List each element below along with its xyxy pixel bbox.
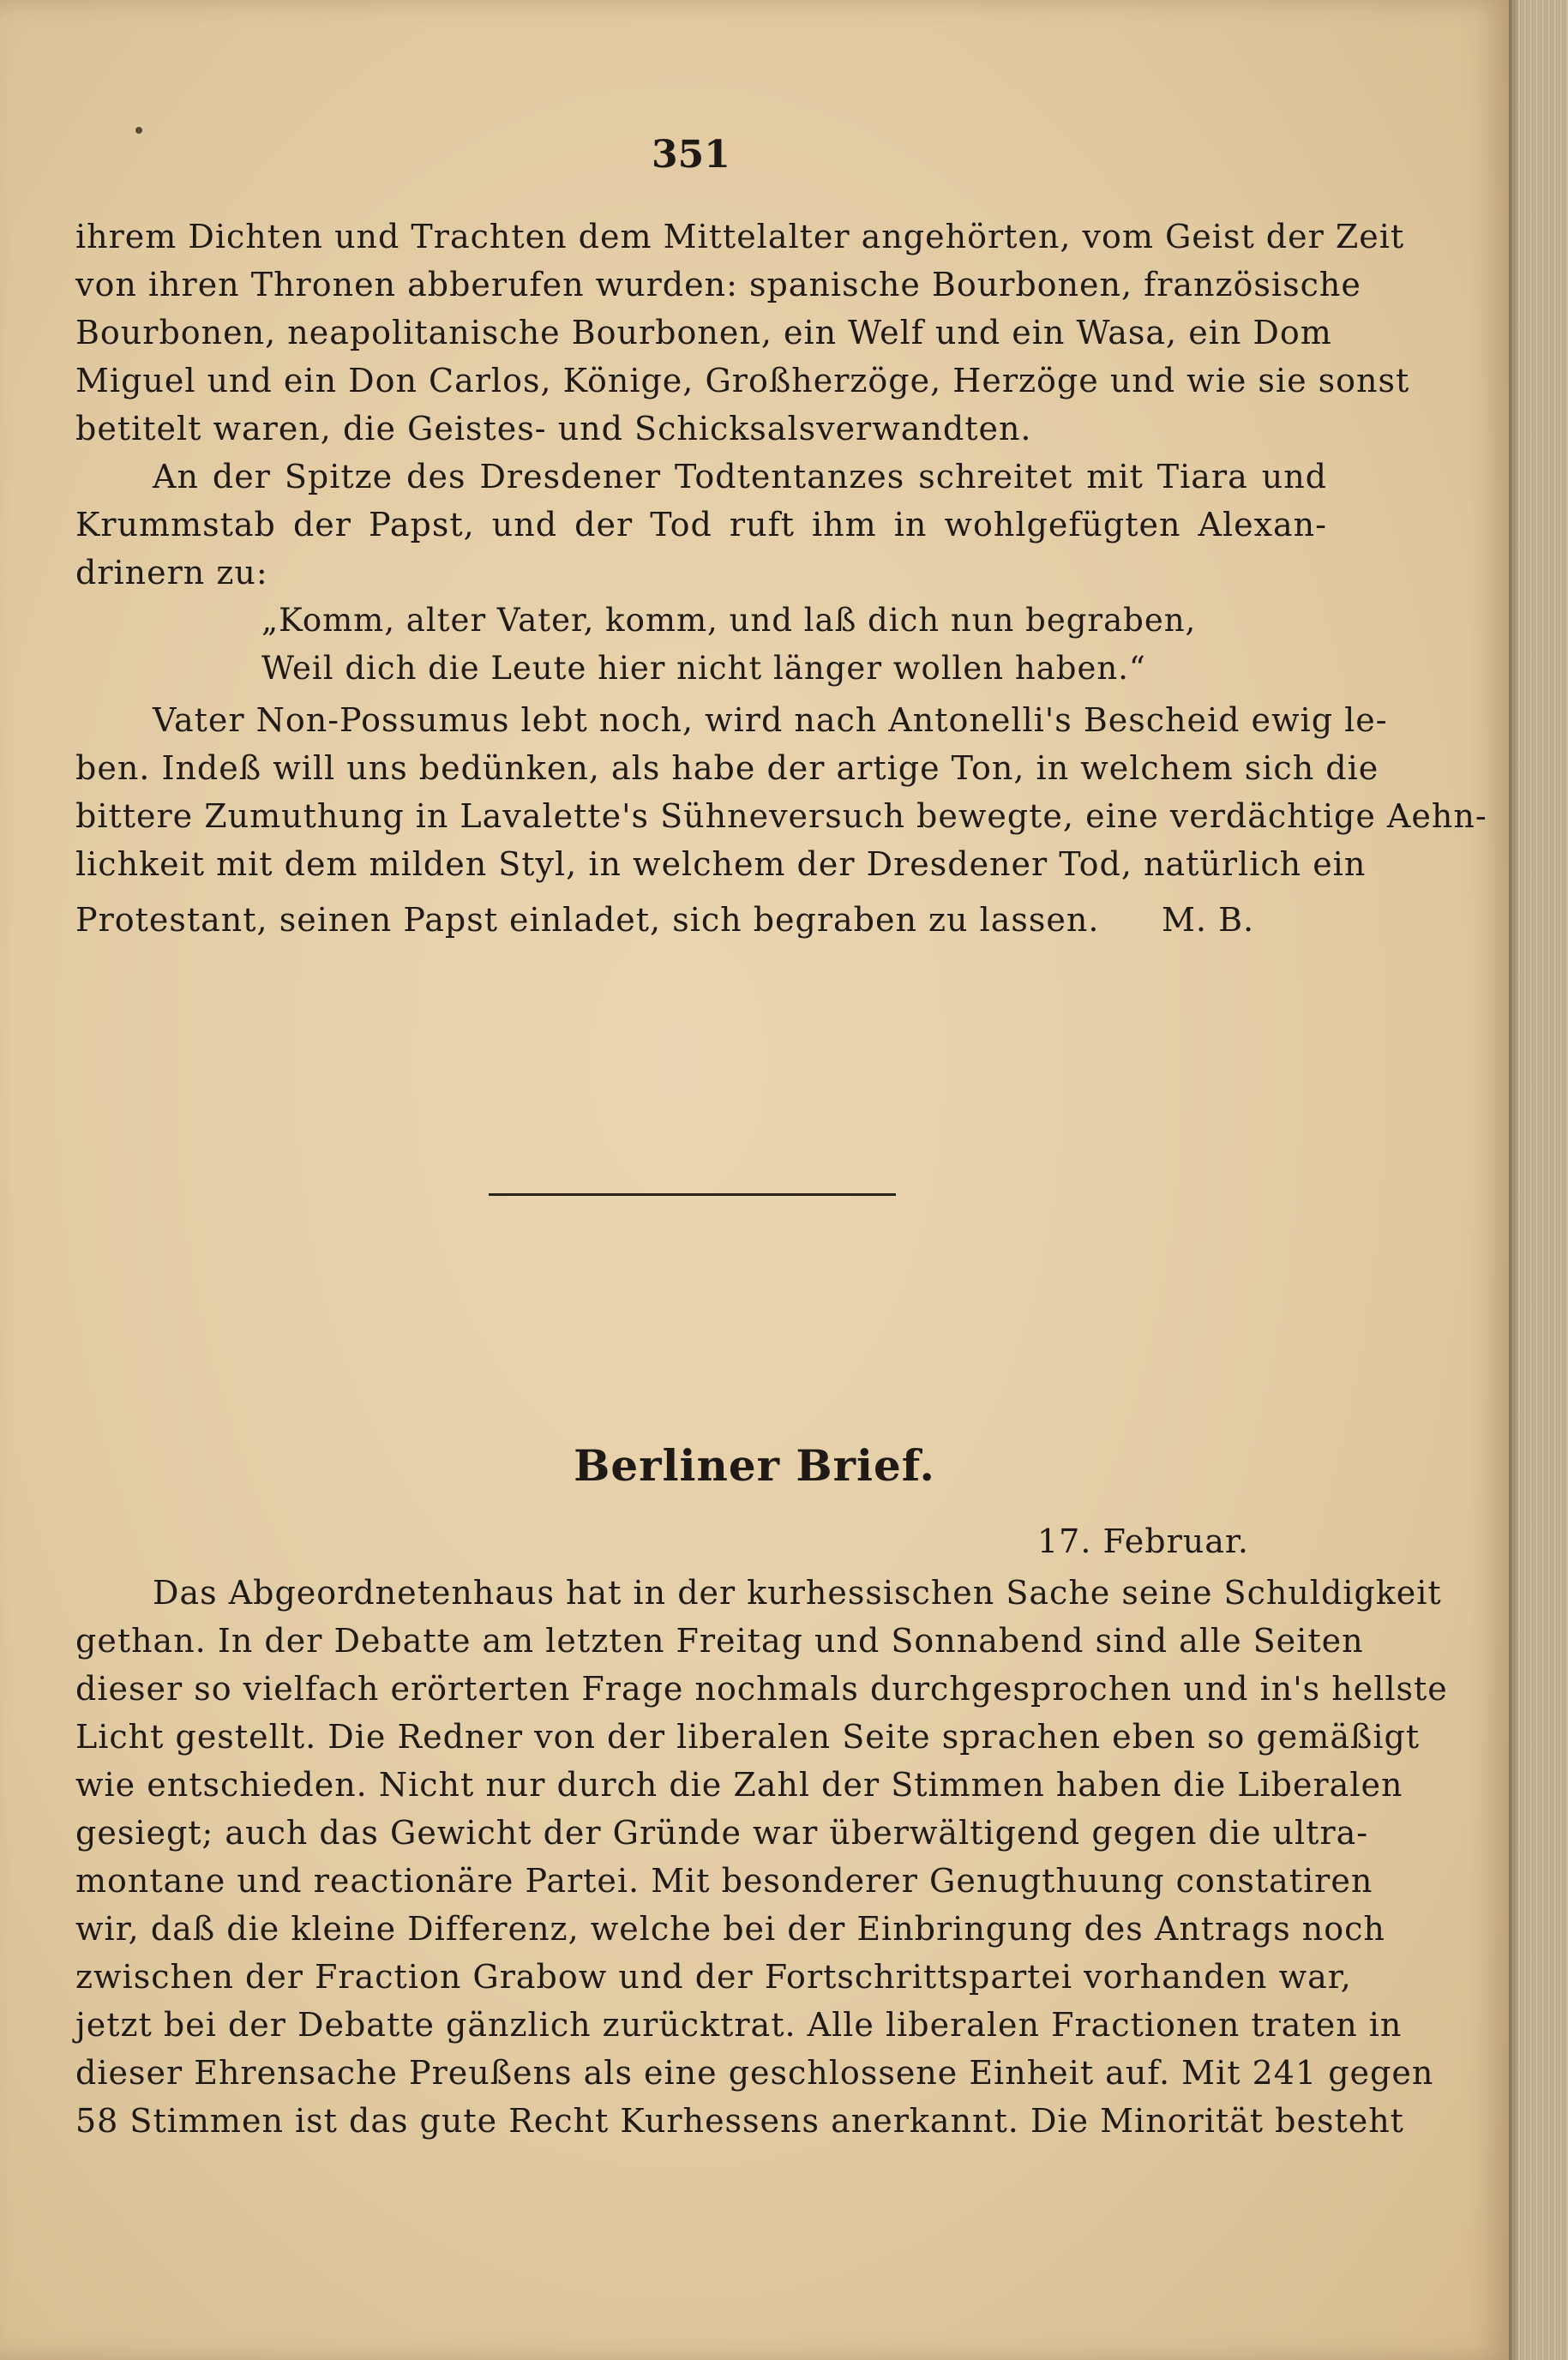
text-line: Miguel und ein Don Carlos, Könige, Großherzöge, Herzöge und wie sie sonst: [75, 362, 1410, 399]
text-line: Licht gestellt. Die Redner von der liberalen Seite sprachen eben so gemäßigt: [75, 1718, 1421, 1756]
text-line: von ihren Thronen abberufen wurden: spanische Bourbonen, französische: [75, 266, 1361, 303]
text-line: dieser so vielfach erörterten Frage nochmals durchgesprochen und in's hellste: [75, 1670, 1448, 1708]
text-line: An der Spitze des Dresdener Todtentanzes schreitet mit Tiara und: [153, 458, 1327, 495]
text-line: betitelt waren, die Geistes- und Schicksalsverwandten.: [75, 410, 1032, 447]
text-line: gethan. In der Debatte am letzten Freitag und Sonnabend sind alle Seiten: [75, 1622, 1364, 1660]
dateline: 17. Februar.: [1037, 1522, 1249, 1560]
text-line: jetzt bei der Debatte gänzlich zurücktrat. Alle liberalen Fractionen traten in: [75, 2006, 1403, 2044]
quote-line: Weil dich die Leute hier nicht länger wollen haben.“: [261, 650, 1146, 687]
author-signature: M. B.: [1162, 901, 1255, 939]
text-line: Bourbonen, neapolitanische Bourbonen, ein Welf und ein Wasa, ein Dom: [75, 314, 1332, 351]
text-line: dieser Ehrensache Preußens als eine geschlossene Einheit auf. Mit 241 gegen: [75, 2054, 1434, 2092]
text-line: Das Abgeordnetenhaus hat in der kurhessischen Sache seine Schuldigkeit: [153, 1574, 1442, 1612]
text-line: Vater Non-Possumus lebt noch, wird nach Antonelli's Bescheid ewig le-: [153, 701, 1388, 739]
quote-line: „Komm, alter Vater, komm, und laß dich nun begraben,: [261, 602, 1197, 639]
text-line: Krummstab der Papst, und der Tod ruft ihm in wohlgefügten Alexan-: [75, 506, 1327, 543]
text-line: wir, daß die kleine Differenz, welche bei der Einbringung des Antrags noch: [75, 1910, 1385, 1948]
text-line: zwischen der Fraction Grabow und der Fortschrittspartei vorhanden war,: [75, 1958, 1352, 1996]
text-line: lichkeit mit dem milden Styl, in welchem der Dresdener Tod, natürlich ein: [75, 845, 1367, 883]
text-line: ben. Indeß will uns bedünken, als habe der artige Ton, in welchem sich die: [75, 749, 1379, 787]
text-line: gesiegt; auch das Gewicht der Gründe war überwältigend gegen die ultra-: [75, 1814, 1369, 1852]
text-line: 58 Stimmen ist das gute Recht Kurhessens anerkannt. Die Minorität besteht: [75, 2102, 1404, 2140]
text-line: wie entschieden. Nicht nur durch die Zahl der Stimmen haben die Liberalen: [75, 1766, 1403, 1804]
ink-speck: [135, 127, 142, 134]
section-heading: Berliner Brief.: [574, 1440, 935, 1491]
text-line: montane und reactionäre Partei. Mit besonderer Genugthuung constatiren: [75, 1862, 1373, 1900]
section-divider: [489, 1193, 896, 1196]
text-line: Protestant, seinen Papst einladet, sich begraben zu lassen.: [75, 901, 1100, 939]
text-line: drinern zu:: [75, 554, 268, 592]
page-edge-shadow: [1509, 0, 1519, 2360]
text-line: ihrem Dichten und Trachten dem Mittelalter angehörten, vom Geist der Zeit: [75, 218, 1405, 255]
page-number: 351: [652, 133, 730, 177]
text-line: bittere Zumuthung in Lavalette's Sühneversuch bewegte, eine verdächtige Aehn-: [75, 797, 1487, 835]
